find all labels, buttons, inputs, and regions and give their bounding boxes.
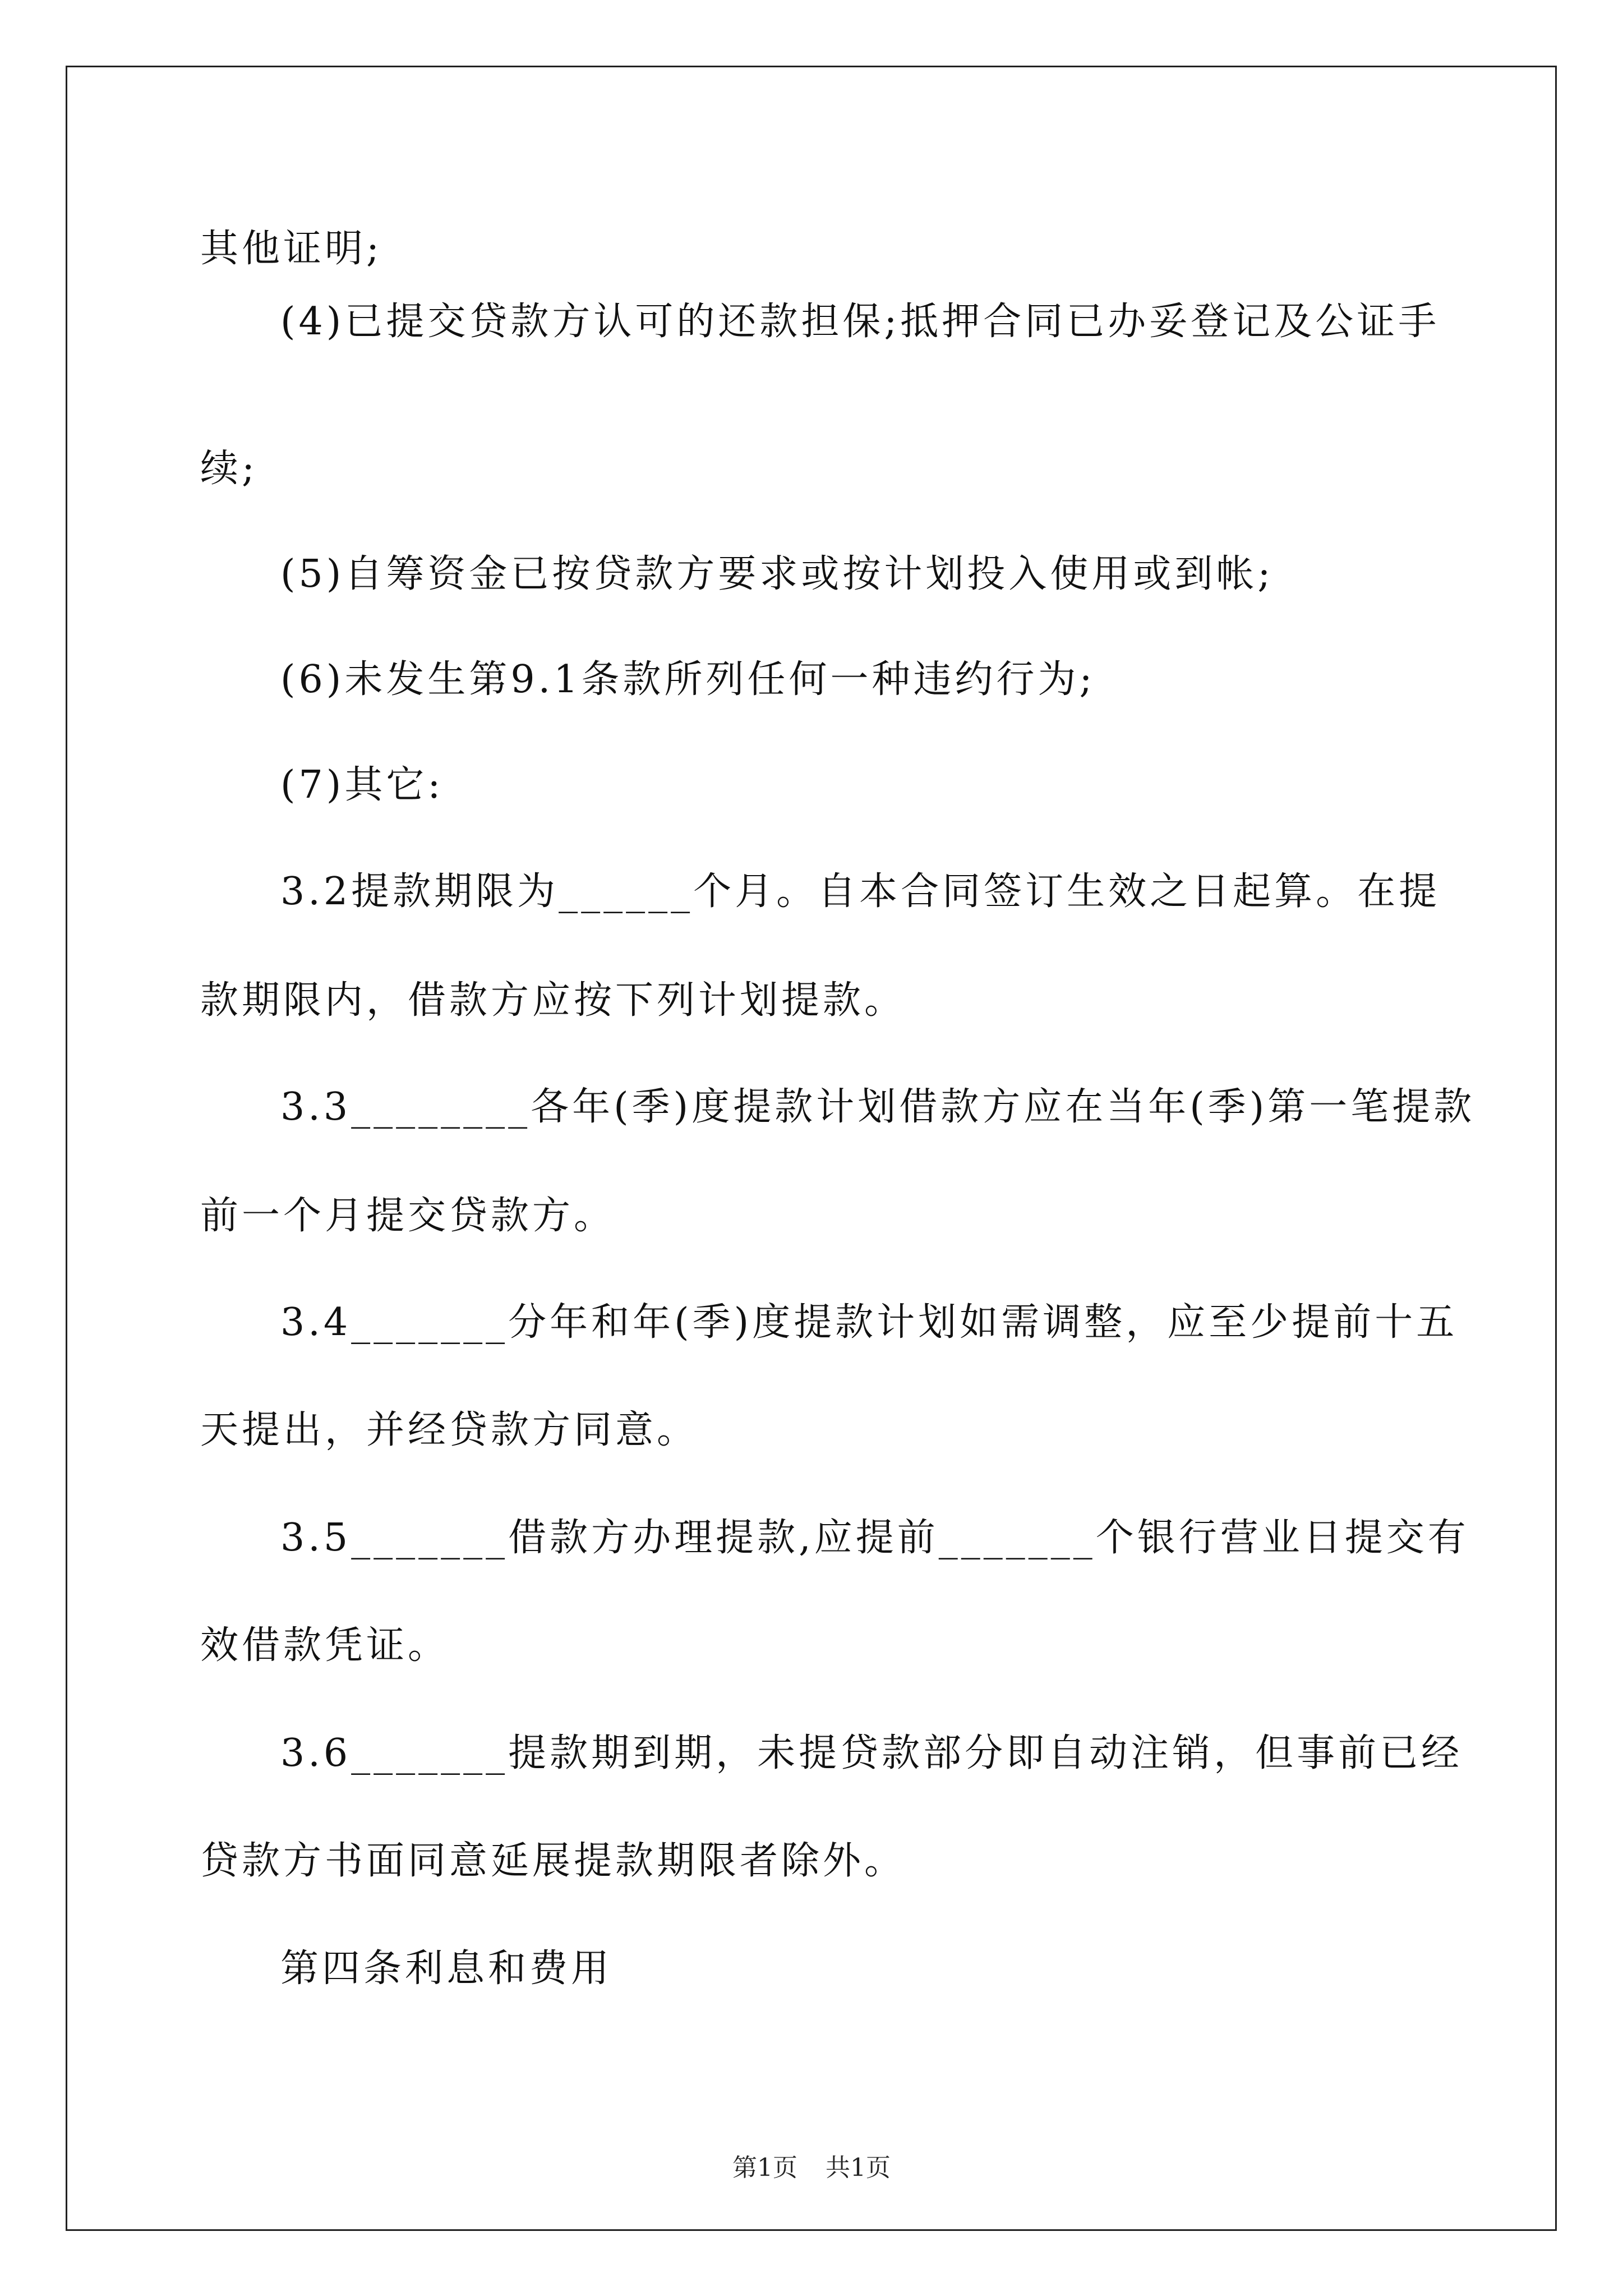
section-heading: 第四条利息和费用 [280, 1947, 613, 1991]
paragraph-line: 3.4_______分年和年(季)度提款计划如需调整，应至少提前十五 [280, 1300, 1458, 1345]
page-total: 共1页 [826, 2154, 891, 2182]
paragraph-line: 天提出，并经贷款方同意。 [200, 1408, 699, 1452]
paragraph-line: 3.2提款期限为______个月。自本合同签订生效之日起算。在提 [280, 869, 1441, 914]
paragraph-line: 3.5_______借款方办理提款,应提前_______个银行营业日提交有 [280, 1516, 1469, 1560]
paragraph-line: 效借款凭证。 [200, 1623, 450, 1668]
page-footer [0, 2156, 1623, 2180]
paragraph-line: (5)自筹资金已按贷款方要求或按计划投入使用或到帐; [280, 552, 1274, 596]
paragraph-line: (4)已提交贷款方认可的还款担保;抵押合同已办妥登记及公证手 [280, 300, 1440, 344]
page-number: 第1页 [732, 2154, 797, 2182]
paragraph-line: 续; [200, 447, 258, 491]
paragraph-line: 3.3________各年(季)度提款计划借款方应在当年(季)第一笔提款 [280, 1085, 1476, 1129]
paragraph-line: 贷款方书面同意延展提款期限者除外。 [200, 1839, 906, 1883]
page-frame [66, 66, 1557, 2231]
paragraph-line: 款期限内，借款方应按下列计划提款。 [200, 978, 906, 1023]
paragraph-line: (6)未发生第9.1条款所列任何一种违约行为; [280, 657, 1096, 702]
paragraph-line: (7)其它: [280, 763, 444, 807]
paragraph-line: 3.6_______提款期到期，未提贷款部分即自动注销，但事前已经 [280, 1731, 1463, 1775]
paragraph-line: 其他证明; [200, 227, 382, 271]
paragraph-line: 前一个月提交贷款方。 [200, 1194, 616, 1238]
